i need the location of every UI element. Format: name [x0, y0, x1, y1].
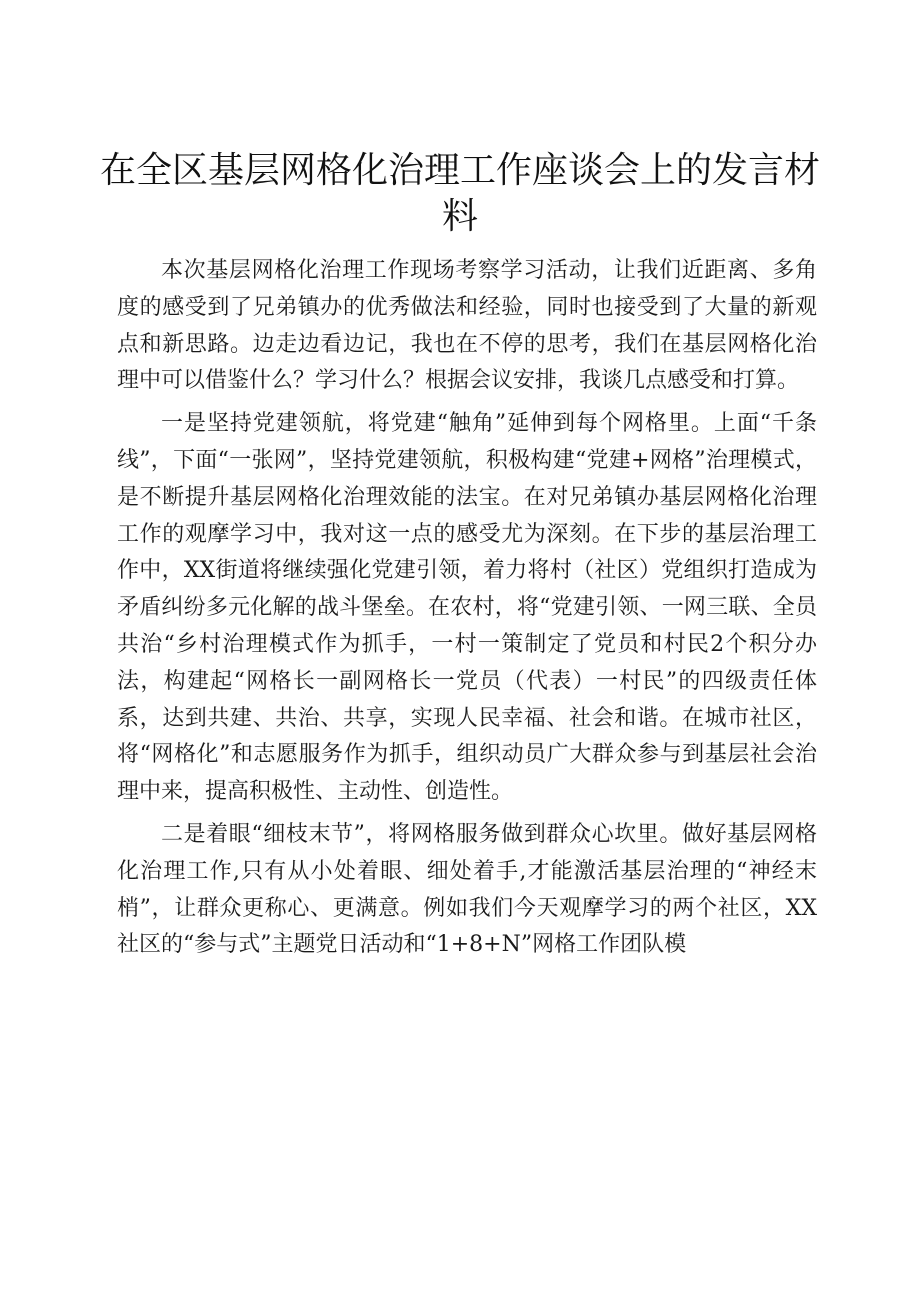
paragraph-point-two: 二是着眼“细枝末节”，将网格服务做到群众心坎里。做好基层网格化治理工作,只有从小处着眼、细处着手,才能激活基层治理的“神经末梢”，让群众更称心、更满意。例如我们今天观摩学习的两个社区，XX社区的“参与式”主题党日活动和“1+8+N”网格工作团队模	[117, 821, 817, 958]
document-title: 在全区基层网格化治理工作座谈会上的发言材料	[100, 150, 821, 237]
paragraph-intro: 本次基层网格化治理工作现场考察学习活动，让我们近距离、多角度的感受到了兄弟镇办的优秀做法和经验，同时也接受到了大量的新观点和新思路。边走边看边记，我也在不停的思考，我们在基层网格化治理中可以借鉴什么？学习什么？根据会议安排，我谈几点感受和打算。	[117, 258, 817, 394]
document-body	[117, 253, 817, 970]
paragraph-point-one: 一是坚持党建领航，将党建“触角”延伸到每个网格里。上面“千条线”，下面“一张网”，坚持党建领航，积极构建“党建+网格”治理模式，是不断提升基层网格化治理效能的法宝。在对兄弟镇办基层网格化治理工作的观摩学习中，我对这一点的感受尤为深刻。在下步的基层治理工作中，XX街道将继续强化党建引领，着力将村（社区）党组织打造成为矛盾纠纷多元化解的战斗堡垒。在农村，将“党建引领、一网三联、全员共治“乡村治理模式作为抓手，一村一策制定了党员和村民2个积分办法，构建起“网格长一副网格长一党员（代表）一村民”的四级责任体系，达到共建、共治、共享，实现人民幸福、社会和谐。在城市社区，将“网格化”和志愿服务作为抓手，组织动员广大群众参与到基层社会治理中来，提高积极性、主动性、创造性。	[117, 411, 817, 805]
